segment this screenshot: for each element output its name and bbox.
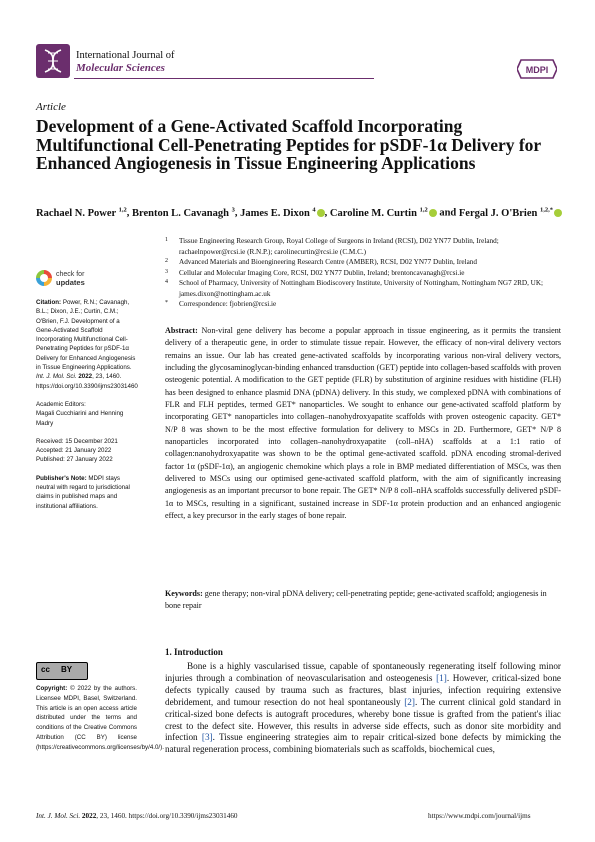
affiliation-item <box>165 278 565 299</box>
citation-link[interactable]: [1] <box>436 672 447 683</box>
affiliation-text: Advanced Materials and Bioengineering Research Centre (AMBER), RCSI, D02 YN77 Dublin, Ireland <box>179 258 477 266</box>
journal-logo <box>36 44 70 78</box>
affiliations <box>165 236 565 310</box>
footer-year: 2022 <box>81 812 97 820</box>
footer-journal: Int. J. Mol. Sci. <box>36 812 81 820</box>
check-updates-line1: check for <box>56 271 85 278</box>
affiliation-text: School of Pharmacy, University of Nottingham Biodiscovery Institute, University of Nottingham, Nottingham NG7 2RD, UK; james.dixon@nottingham.ac.uk <box>179 279 544 298</box>
affiliation-text: Tissue Engineering Research Group, Royal College of Surgeons in Ireland (RCSI), D02 YN77 Dublin, Ireland; rachaelnpower@rcsi.ie (R.N.P.); carolinecurtin@rcsi.ie (C.M.C.) <box>179 237 499 256</box>
dates-block <box>36 437 137 465</box>
journal-name-line2: Molecular Sciences <box>76 62 165 74</box>
author-name[interactable]: James E. Dixon $^4$ <box>240 208 325 219</box>
publisher-note-text: MDPI stays neutral with regard to jurisdictional claims in published maps and institutional affiliations. <box>36 474 130 510</box>
citation-text: Power, R.N.; Cavanagh, B.L.; Dixon, J.E.; Curtin, C.M.; O'Brien, F.J. Development of a Gene-Activated Scaffold Incorporating Multifunctional Cell-Penetrating Peptides for pSDF-1α Delivery for Enhanced Angiogenesis in Tissue Engineering Applications. <box>36 299 136 372</box>
author-affiliation-marker: 1,2,* <box>539 206 553 213</box>
author-affiliation-marker: 3 <box>231 206 235 213</box>
citation-block <box>36 298 137 391</box>
intro-paragraph <box>165 661 561 756</box>
editors-label: Academic Editors: <box>36 400 86 408</box>
footer-doi-link[interactable]: , 23, 1460. https://doi.org/10.3390/ijms23031460 <box>96 812 238 820</box>
journal-name-line1: International Journal of <box>76 50 175 61</box>
abstract-label: Abstract: <box>165 326 198 335</box>
intro-text-4: . Tissue engineering strategies aim to repair critical-sized bone defects by mimicking the natural regeneration process, combining biomaterials such as scaffolds, biochemical cues, <box>165 732 561 755</box>
affiliation-text: Correspondence: fjobrien@rcsi.ie <box>179 300 277 308</box>
citation-label: Citation: <box>36 299 62 306</box>
side-info <box>36 298 137 520</box>
footer-citation <box>36 812 238 820</box>
intro-text-1: Bone is a highly vascularised tissue, capable of spontaneously regenerating itself following minor injuries through a combination of neovascularisation and osteogenesis <box>165 661 561 683</box>
cc-logo-left: cc <box>41 665 50 674</box>
date-published: Published: 27 January 2022 <box>36 456 113 464</box>
date-received: Received: 15 December 2021 <box>36 437 118 445</box>
affiliation-item <box>165 236 565 257</box>
editors-names: Magali Cucchiarini and Henning Madry <box>36 410 124 427</box>
copyright-block <box>36 684 164 753</box>
copyright-text: © 2022 by the authors. Licensee MDPI, Basel, Switzerland. This article is an open access article distributed under the terms and conditions of the Creative Commons Attribution (CC BY) license (https://creativecommons.org/licenses/by/4.0/). <box>36 685 164 751</box>
section-heading: 1. Introduction <box>165 647 223 657</box>
affiliation-item <box>165 268 565 279</box>
check-updates-icon <box>36 270 52 286</box>
publisher-note-label: Publisher's Note: <box>36 474 87 482</box>
svg-text:MDPI: MDPI <box>525 65 549 75</box>
author-list: Rachael N. Power $^{1,2}$, Brenton L. Cavanagh $^3$, James E. Dixon $^4$ , Caroline M. Curtin $^{1,2}$ and Fergal J. O'Brien $^{1,2,*}$ <box>36 206 576 219</box>
editors-block <box>36 400 137 428</box>
affiliation-number: 1 <box>165 237 168 243</box>
affiliation-item <box>165 257 565 268</box>
author-affiliation-marker: 1,2 <box>118 206 127 213</box>
affiliation-item <box>165 299 565 310</box>
orcid-icon[interactable] <box>429 209 437 217</box>
affiliation-number: 2 <box>165 258 168 264</box>
citation-link[interactable]: [3] <box>201 732 213 743</box>
footer-journal-url[interactable]: https://www.mdpi.com/journal/ijms <box>428 812 531 820</box>
citation-doi-link[interactable]: , 23, 1460. https://doi.org/10.3390/ijms23031460 <box>36 373 138 390</box>
check-updates-line2: updates <box>56 277 85 287</box>
author-name[interactable]: Brenton L. Cavanagh $^3$ <box>132 206 235 219</box>
date-accepted: Accepted: 21 January 2022 <box>36 447 112 455</box>
affiliation-number: 4 <box>165 279 168 285</box>
orcid-icon[interactable] <box>317 209 325 217</box>
author-affiliation-marker: 1,2 <box>419 206 428 213</box>
affiliation-text: Cellular and Molecular Imaging Core, RCSI, D02 YN77 Dublin, Ireland; brentoncavanagh@rcsi.ie <box>179 268 465 277</box>
cc-by-license-icon[interactable] <box>36 662 88 680</box>
mdpi-icon <box>517 58 557 80</box>
keywords-label: Keywords: <box>165 589 203 598</box>
copyright-label: Copyright: <box>36 685 68 692</box>
abstract-text: Non-viral gene delivery has become a popular approach in tissue engineering, as it permits the transient delivery of a therapeutic gene, in order to stimulate tissue repair. However, the efficacy of non-viral delivery vectors remains an issue. Our lab has created gene-activated scaffolds by incorporating various non-viral delivery vectors, including the glycosaminoglycan-binding enhanced transduction (GET) peptide into collagen-based scaffolds with proven osteogenic potential. A modification to the GET peptide (FLR) by substitution of arginine residues with histidine (FLH) has been designed to enhance plasmid DNA (pDNA) delivery. In this study, we complexed pDNA with combinations of FLR and FLH peptides, termed GET* nanoparticles. We sought to enhance our gene-activated scaffold platform by incorporating GET* nanoparticles into collagen–nanohydroxyapatite scaffolds with proven osteogenic capacity. GET* N/P 8 was shown to be the most effective formulation for delivery to MSCs in 2D. Furthermore, GET* N/P 8 nanoparticles incorporated into collagen–nanohydroxyapatite (coll–nHA) scaffolds at a 1:1 ratio of collagen:nanohydroxyapatite was shown to be the optimal gene-activated scaffold. pDNA encoding stromal-derived factor 1α (pSDF-1α), an angiogenic chemokine which plays a role in BMP mediated differentiation of MSCs, was then delivered to MSCs using our optimised gene-activated scaffold platform, with the aim of significantly increasing angiogenesis as an important precursor to bone repair. The GET* N/P 8 coll–nHA scaffolds successfully delivered pSDF-1α to MSCs, resulting in a significant, sustained increase in SDF-1α protein production and an enhanced angiogenic effect, a key precursor in the early stages of bone repair. <box>165 326 561 521</box>
header-divider <box>74 78 374 79</box>
mdpi-logo <box>517 58 557 80</box>
author-name[interactable]: Fergal J. O'Brien $^{1,2,*}$ <box>459 208 562 219</box>
publisher-note <box>36 474 137 511</box>
citation-year: 2022 <box>78 373 93 381</box>
orcid-icon[interactable] <box>554 209 562 217</box>
keywords-text: gene therapy; non-viral pDNA delivery; cell-penetrating peptide; gene-activated scaffold; angiogenesis in bone repair <box>165 589 547 611</box>
citation-link[interactable]: [2] <box>404 696 415 707</box>
author-affiliation-marker: 4 <box>312 206 316 213</box>
keywords <box>165 588 561 613</box>
affiliation-number: 3 <box>165 268 168 275</box>
dna-icon <box>36 44 70 78</box>
author-name[interactable]: Caroline M. Curtin $^{1,2}$ <box>330 208 437 219</box>
check-for-updates-button[interactable] <box>36 270 116 290</box>
cc-logo-right: BY <box>61 665 73 674</box>
intro-text-3: . The current clinical gold standard in critical-sized bone defects is autograft procedures, whereby bone tissue is grafted from the patient's iliac crest to the defect site. However, this results in adverse side effects, such as donor site morbidity and infection <box>165 696 561 743</box>
journal-name <box>76 50 175 74</box>
affiliation-number: * <box>165 300 168 306</box>
citation-journal: Int. J. Mol. Sci. <box>36 373 77 381</box>
author-name[interactable]: Rachael N. Power $^{1,2}$ <box>36 206 127 219</box>
abstract <box>165 325 561 523</box>
intro-text-2: . However, critical-sized bone defects typically caused by trauma such as fractures, blast injuries, infection requiring extensive debridement, and tumour resection do not heal spontaneously <box>165 672 561 707</box>
page-title: Development of a Gene-Activated Scaffold Incorporating Multifunctional Cell-Penetrating Peptides for pSDF-1α Delivery for Enhanced Angiogenesis in Tissue Engineering Applications <box>36 116 541 173</box>
article-type: Article <box>36 101 66 113</box>
